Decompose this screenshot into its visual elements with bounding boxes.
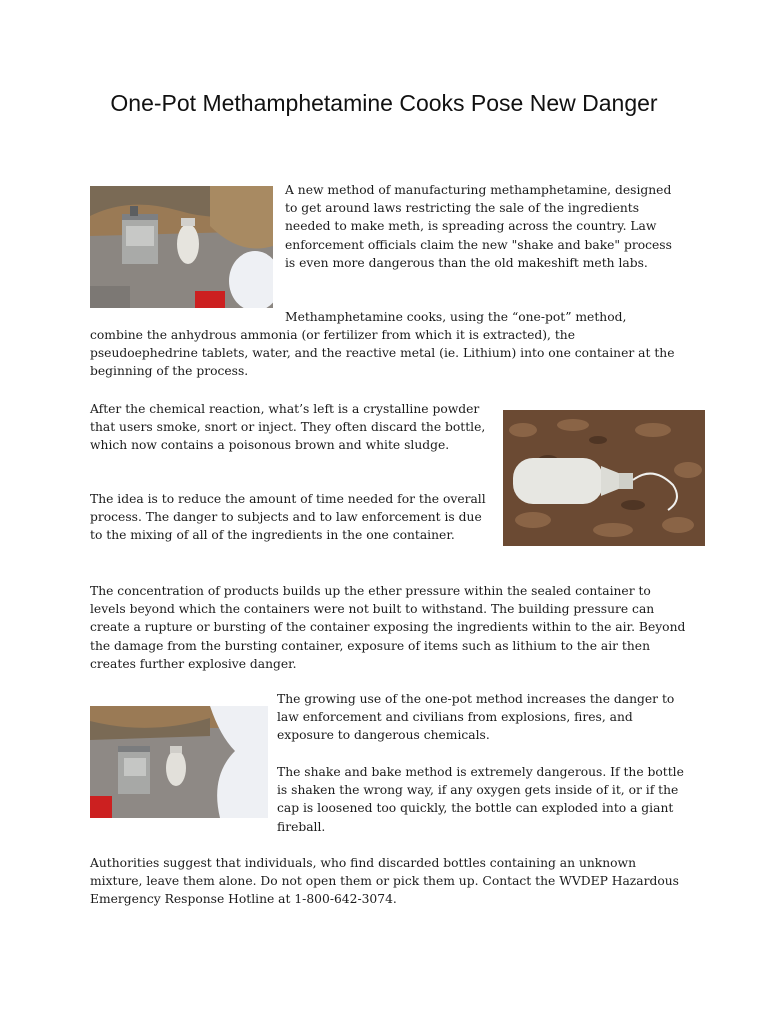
paragraph-idea: The idea is to reduce the amount of time needed for the overall process. The danger to subjects and to law enforcement is due to the mixing of all of the ingredients in the one container. xyxy=(90,492,486,543)
photo-meth-can-and-jar xyxy=(90,186,273,308)
photo-discarded-bottle xyxy=(503,410,705,546)
page-title: One-Pot Methamphetamine Cooks Pose New Danger xyxy=(110,90,658,116)
paragraph-after-reaction: After the chemical reaction, what’s left is a crystalline powder that users smoke, snort or inject. They often discard the bottle, which now contains a poisonous brown and white sludge. xyxy=(90,402,486,453)
paragraph-one-pot-lead: Methamphetamine cooks, using the “one-pot” method, xyxy=(285,310,627,324)
paragraph-intro: A new method of manufacturing methamphetamine, designed to get around laws restricting the sale of the ingredients needed to make meth, is spreading across the country. Law enforcement officials claim the new "shake and bake" process is even more dangerous than the old makeshift meth labs. xyxy=(285,183,672,270)
photo-responder-with-containers xyxy=(90,706,268,818)
paragraph-growing-use: The growing use of the one-pot method increases the danger to law enforcement and civilians from explosions, fires, and exposure to dangerous chemicals. xyxy=(277,692,675,743)
paragraph-concentration: The concentration of products builds up the ether pressure within the sealed container to levels beyond which the containers were not built to withstand. The building pressure can create a rupture or bursting of the container exposing the ingredients within to the air. Beyond the damage from the bursting container, exposure of items such as lithium to the air then creates further explosive danger. xyxy=(90,584,686,671)
paragraph-shake-and-bake: The shake and bake method is extremely dangerous. If the bottle is shaken the wrong way, if any oxygen gets inside of it, or if the cap is loosened too quickly, the bottle can exploded into a giant fireball. xyxy=(277,765,684,834)
paragraph-one-pot-rest: combine the anhydrous ammonia (or fertilizer from which it is extracted), the pseudoephedrine tablets, water, and the reactive metal (ie. Lithium) into one container at the beginning of the process. xyxy=(90,328,675,379)
paragraph-authorities: Authorities suggest that individuals, who find discarded bottles containing an unknown mixture, leave them alone. Do not open them or pick them up. Contact the WVDEP Hazardous Emergency Response Hotline at 1-800-642-3074. xyxy=(90,856,679,907)
